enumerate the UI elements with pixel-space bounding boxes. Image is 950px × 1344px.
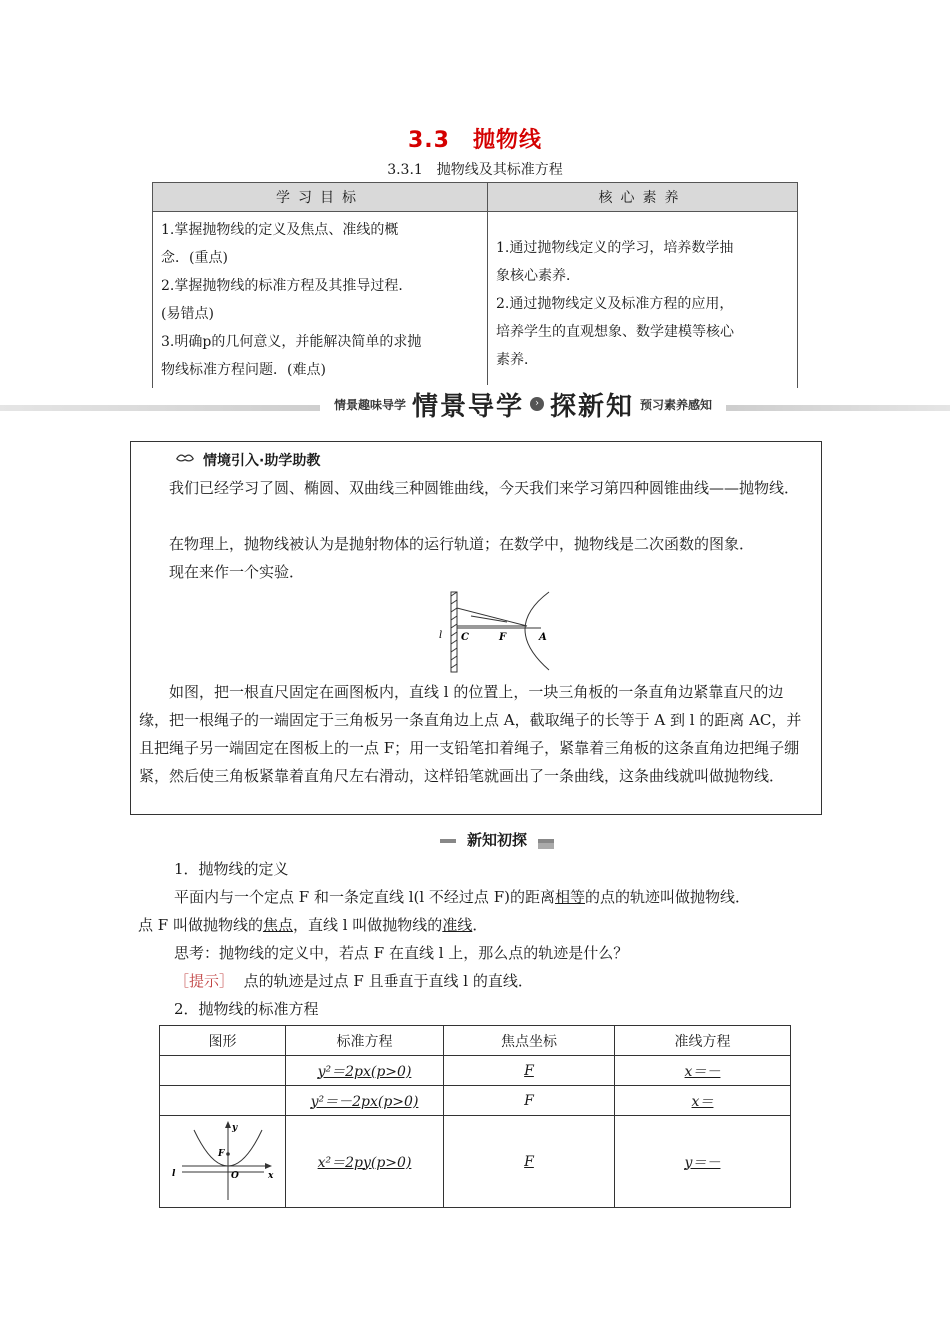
graph-cell xyxy=(160,1056,286,1086)
definition-heading: 1．抛物线的定义 xyxy=(174,860,289,878)
banner-title-1: 情景导学 xyxy=(412,391,525,422)
equation-cell: y²＝－2px(p>0) xyxy=(286,1086,444,1116)
intro-paragraph-4: 如图，把一根直尺固定在画图板内，直线 l 的位置上，一块三角板的一条直角边紧靠直尺的边缘，把一根绳子的一端固定于三角板另一条直角边上点 A，截取绳子的长等于 A 到 l 的距离 AC，并且把绳子另一端固定在图板上的一点 F；用一支铅笔扣着绳子，紧靠着三角板的这条直角边把绳子绷紧，然后使三角板紧靠着直角尺左右滑动，这样铅笔就画出了一条曲线，这条曲线就叫做抛物线． xyxy=(139,683,802,785)
definition-line: 平面内与一个定点 F 和一条定直线 l(l 不经过点 F)的距离相等的点的轨迹叫做抛物线． xyxy=(174,888,750,906)
page-title: 3.3 抛物线 xyxy=(408,128,542,153)
goals-header-left: 学习目标 xyxy=(153,183,488,212)
col-header-graph: 图形 xyxy=(160,1026,286,1056)
section-banner xyxy=(0,385,950,423)
directrix-cell: x＝ xyxy=(615,1086,791,1116)
goal-line: 物线标准方程问题．(难点) xyxy=(161,362,326,378)
col-header-directrix: 准线方程 xyxy=(615,1026,791,1056)
focus-cell: F xyxy=(444,1086,615,1116)
focus-line: 点 F 叫做抛物线的焦点，直线 l 叫做抛物线的准线． xyxy=(138,916,488,934)
col-header-focus: 焦点坐标 xyxy=(444,1026,615,1056)
fig-label-f: F xyxy=(499,632,507,643)
section-label-box xyxy=(440,829,554,849)
graph-label-x: x xyxy=(267,1170,273,1181)
literacy-line: 象核心素养． xyxy=(496,268,580,284)
goal-line: 念．(重点) xyxy=(161,250,228,266)
page-subtitle: 3.3.1 抛物线及其标准方程 xyxy=(387,162,563,178)
hint-text: 点的轨迹是过点 F 且垂直于直线 l 的直线． xyxy=(243,972,533,990)
intro-paragraph-1: 我们已经学习了圆、椭圆、双曲线三种圆锥曲线，今天我们来学习第四种圆锥曲线——抛物线． xyxy=(169,479,800,497)
literacy-line: 2.通过抛物线定义及标准方程的应用， xyxy=(496,296,734,312)
literacy-line: 素养． xyxy=(496,352,538,368)
goals-right-cell xyxy=(488,212,798,389)
directrix-cell: y＝－ xyxy=(615,1116,791,1208)
hint-label: ［提示］ xyxy=(174,972,235,990)
graph-label-o: O xyxy=(230,1170,239,1181)
banner-title-2: 探新知 xyxy=(550,391,635,422)
graph-cell xyxy=(160,1116,286,1208)
answer-equal: 相等 xyxy=(554,888,585,906)
fig-label-l: l xyxy=(439,630,443,641)
answer-directrix: 准线 xyxy=(442,916,473,934)
section-label: 新知初探 xyxy=(456,829,538,850)
graph-cell xyxy=(160,1086,286,1116)
goal-line: 2.掌握抛物线的标准方程及其推导过程． xyxy=(161,278,413,294)
goal-line: 1.掌握抛物线的定义及焦点、准线的概 xyxy=(161,222,399,238)
hands-icon xyxy=(175,449,195,465)
banner-right-caption: 预习素养感知 xyxy=(640,397,713,412)
goal-line: (易错点) xyxy=(161,306,214,322)
intro-paragraph-2: 在物理上，抛物线被认为是抛射物体的运行轨道；在数学中，抛物线是二次函数的图象． xyxy=(169,535,755,553)
intro-paragraph-3: 现在来作一个实验． xyxy=(169,563,305,581)
fig-label-a: A xyxy=(539,632,547,643)
standard-eq-heading: 2．抛物线的标准方程 xyxy=(174,1000,319,1018)
goal-line: 3.明确p的几何意义，并能解决简单的求抛 xyxy=(161,334,422,350)
standard-equation-table xyxy=(159,1025,791,1208)
upward-parabola-graph xyxy=(168,1118,278,1202)
equation-cell: x²＝2py(p>0) xyxy=(286,1116,444,1208)
hint-line xyxy=(174,967,533,995)
think-question: 思考：抛物线的定义中，若点 F 在直线 l 上，那么点的轨迹是什么？ xyxy=(174,944,629,962)
focus-cell: F xyxy=(444,1116,615,1208)
graph-label-l: l xyxy=(171,1168,175,1179)
graph-label-f: F xyxy=(217,1148,224,1159)
intro-box xyxy=(130,441,822,815)
graph-label-y: y xyxy=(231,1122,237,1133)
literacy-line: 1.通过抛物线定义的学习，培养数学抽 xyxy=(496,240,734,256)
equation-cell: y²＝2px(p>0) xyxy=(286,1056,444,1086)
experiment-figure xyxy=(431,588,571,674)
arrow-icon: › xyxy=(530,397,544,411)
literacy-line: 培养学生的直观想象、数学建模等核心 xyxy=(496,324,734,340)
banner-content xyxy=(320,385,726,423)
intro-heading: 情境引入·助学助教 xyxy=(203,453,321,469)
answer-focus: 焦点 xyxy=(262,916,293,934)
focus-cell: F xyxy=(444,1056,615,1086)
banner-left-caption: 情景趣味导学 xyxy=(334,397,407,412)
goals-header-right: 核心素养 xyxy=(488,183,798,212)
col-header-equation: 标准方程 xyxy=(286,1026,444,1056)
goals-left-cell xyxy=(153,212,488,389)
directrix-cell: x＝－ xyxy=(615,1056,791,1086)
goals-table xyxy=(152,182,798,388)
fig-label-c: C xyxy=(461,632,469,643)
